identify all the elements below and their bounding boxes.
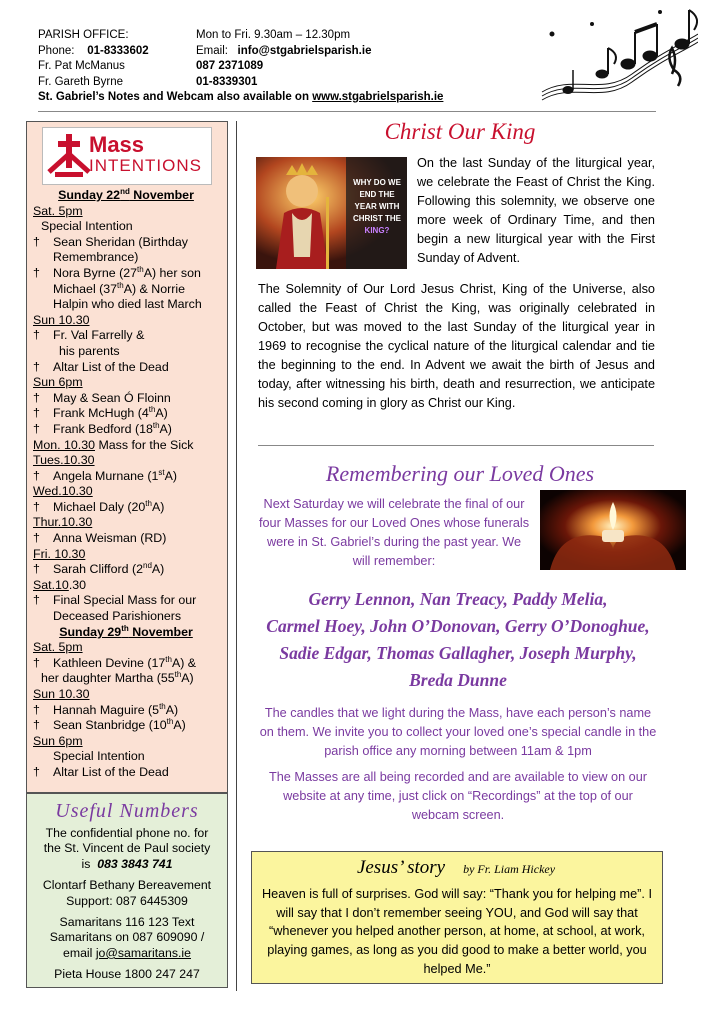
phone-label: Phone:: [38, 44, 75, 57]
intention-line: Altar List of the Dead: [53, 764, 169, 779]
column-divider: [236, 121, 237, 991]
office-hours: Mon to Fri. 9.30am – 12.30pm: [196, 29, 351, 41]
recordings-paragraph: The Masses are all being recorded and are available to view on our website at any time, just click on “Recordings” at the top of our webcam screen.: [268, 770, 648, 822]
section-divider: [258, 445, 654, 446]
christ-the-king-image: [256, 157, 407, 269]
time-heading: Wed.10.30: [33, 484, 93, 499]
image-caption-line: WHY DO WE: [353, 178, 401, 187]
intention-line: Hannah Maguire (5thA): [53, 701, 179, 717]
time-heading: Thur.10.30: [33, 515, 93, 530]
logo-word-mass: Mass: [89, 132, 145, 157]
intention-line: Fr. Val Farrelly &: [53, 328, 145, 343]
samaritans-email-link[interactable]: jo@samaritans.ie: [95, 945, 191, 960]
intention-line: Altar List of the Dead: [53, 359, 169, 374]
intention-line: Angela Murnane (1stA): [53, 467, 178, 483]
intention-line: his parents: [59, 343, 120, 358]
cross-icon: †: [33, 499, 40, 514]
intention-line: Halpin who died last March: [53, 297, 202, 312]
time-heading: Tues.10.30: [33, 453, 95, 468]
intention-line: May & Sean Ó Floinn: [53, 390, 171, 405]
intention-line: Nora Byrne (27thA) her son: [53, 264, 201, 280]
time-heading: Sun 10.30: [33, 687, 90, 701]
cross-icon: †: [33, 702, 40, 717]
christ-king-paragraph-1: On the last Sunday of the liturgical year, we celebrate the Feast of Christ the King. Following this solemnity, we observe one more week of Ordinary Time, and then begin a new liturgical year with the First Sunday of Advent.: [417, 156, 655, 265]
time-heading: Sat. 5pm: [33, 640, 83, 655]
intention-line: Michael (37thA) & Norrie: [53, 280, 185, 296]
weekday-line: Mon. 10.30 Mass for the Sick: [33, 437, 194, 452]
mass-intentions-logo: [42, 127, 212, 185]
cross-icon: †: [33, 593, 40, 608]
image-caption-line: END THE: [359, 190, 395, 199]
sunday-heading-2: Sunday 29th November: [59, 623, 193, 639]
cross-icon: †: [33, 655, 40, 670]
svp-phone: 083 3843 741: [97, 856, 173, 871]
cross-icon: †: [33, 390, 40, 405]
intention-line: her daughter Martha (55thA): [41, 670, 194, 686]
cross-icon: †: [33, 234, 40, 249]
sunday-heading-1: Sunday 22nd November: [58, 186, 194, 202]
email-label: Email:: [196, 44, 228, 57]
time-heading: Sat. 5pm: [33, 203, 83, 218]
intention-line: Kathleen Devine (17thA) &: [53, 654, 197, 670]
intention-line: Frank Bedford (18thA): [53, 420, 172, 436]
remembering-heading: Remembering our Loved Ones: [325, 461, 595, 486]
intention-line: Anna Weisman (RD): [53, 531, 167, 546]
jesus-story-text: Heaven is full of surprises. God will say: “Thank you for helping me”. I will say that I don’t remember seeing YOU, and God will say that “whenever you helped another person, at home, at school, at work, playing games, as long as you did good to make a better world, you helped Me.”: [262, 887, 652, 976]
image-caption-line: CHRIST THE: [353, 214, 401, 223]
candle-in-hands-image: [540, 490, 686, 570]
story-title: Jesus’ story: [356, 857, 446, 878]
useful-numbers-text: The confidential phone no. for the St. Vincent de Paul society is 083 3843 741 Clontarf Bethany Bereavement Support: 087 6445309 Samaritans 116 123 Text Samaritans on 087 609090 / email jo@samaritans.ie Pieta House 1800 247 247: [42, 826, 212, 982]
names-line: Sadie Edgar, Thomas Gallagher, Joseph Murphy,: [279, 643, 637, 663]
intention-line: Special Intention: [41, 219, 133, 234]
cross-icon: †: [33, 562, 40, 577]
christ-our-king-heading: Christ Our King: [384, 119, 536, 144]
cross-icon: †: [33, 265, 40, 280]
cross-icon: †: [33, 764, 40, 779]
parish-header: [38, 28, 558, 106]
cross-icon: †: [33, 359, 40, 374]
website-link[interactable]: www.stgabrielsparish.ie: [312, 91, 444, 103]
cross-icon: †: [33, 328, 40, 343]
intention-line: Sean Sheridan (Birthday: [53, 234, 189, 249]
phone-number: 01-8333602: [87, 44, 149, 57]
time-heading: Sun 10.30: [33, 312, 90, 327]
mass-schedule: [33, 188, 228, 781]
story-byline: by Fr. Liam Hickey: [463, 862, 556, 876]
intention-line: Michael Daly (20thA): [53, 498, 165, 514]
intention-line: Sean Stanbridge (10thA): [53, 717, 186, 733]
remembering-intro: Next Saturday we will celebrate the final of our four Masses for our Loved Ones whose funerals were in St. Gabriel’s during the past year. We will remember:: [258, 497, 530, 568]
priest1-name: Fr. Pat McManus: [38, 60, 125, 72]
cross-icon: †: [33, 406, 40, 421]
names-line: Gerry Lennon, Nan Treacy, Paddy Melia,: [308, 589, 608, 609]
time-heading: Sun 6pm: [33, 733, 83, 748]
cross-icon: †: [33, 421, 40, 436]
office-label: PARISH OFFICE:: [38, 29, 129, 41]
cross-icon: †: [33, 468, 40, 483]
priest2-phone: 01-8339301: [196, 75, 258, 88]
intention-line: Frank McHugh (4thA): [53, 405, 168, 421]
priest2-name: Fr. Gareth Byrne: [38, 75, 124, 88]
time-heading: Sun 6pm: [33, 375, 83, 390]
intention-line: Sarah Clifford (2ndA): [53, 561, 165, 577]
image-caption-line: KING?: [364, 226, 390, 235]
loved-ones-names: [248, 586, 668, 694]
jesus-story-heading: [251, 857, 661, 879]
email-address[interactable]: info@stgabrielsparish.ie: [237, 44, 372, 57]
intention-line: Special Intention: [53, 749, 145, 764]
intention-line: Deceased Parishioners: [53, 609, 182, 624]
names-line: Breda Dunne: [409, 670, 507, 690]
logo-word-intentions: INTENTIONS: [89, 156, 202, 175]
header-divider: [38, 111, 656, 112]
christ-king-paragraph-2: The Solemnity of Our Lord Jesus Christ, King of the Universe, also called the Feast of Christ the King, was originally celebrated in October, but was moved to the last Sunday of the liturgical year in 1969 to recognise the cyclical nature of the liturgical calendar and tie the beginning to the end. In Advent we await the birth of Jesus and today, after witnessing his birth, death and resurrection, we anticipate his second coming in glory as Christ our King.: [258, 282, 655, 410]
time-heading: Sat.10.30: [33, 577, 87, 592]
music-notes-decoration: [532, 4, 698, 108]
cross-icon: †: [33, 718, 40, 733]
time-heading: Fri. 10.30: [33, 546, 86, 561]
candles-paragraph: The candles that we light during the Mass, have each person’s name on them. We invite you to collect your loved one’s special candle in the parish office any morning between 11am & 1pm: [259, 706, 657, 758]
names-line: Carmel Hoey, John O’Donovan, Gerry O’Donoghue,: [266, 616, 650, 636]
website-line: St. Gabriel’s Notes and Webcam also available on www.stgabrielsparish.ie: [38, 91, 444, 103]
priest1-phone: 087 2371089: [196, 60, 264, 72]
intention-line: Final Special Mass for our: [53, 593, 197, 608]
intention-line: Remembrance): [53, 250, 139, 265]
cross-icon: †: [33, 531, 40, 546]
useful-numbers-title: Useful Numbers: [55, 800, 199, 822]
image-caption-line: YEAR WITH: [354, 202, 400, 211]
